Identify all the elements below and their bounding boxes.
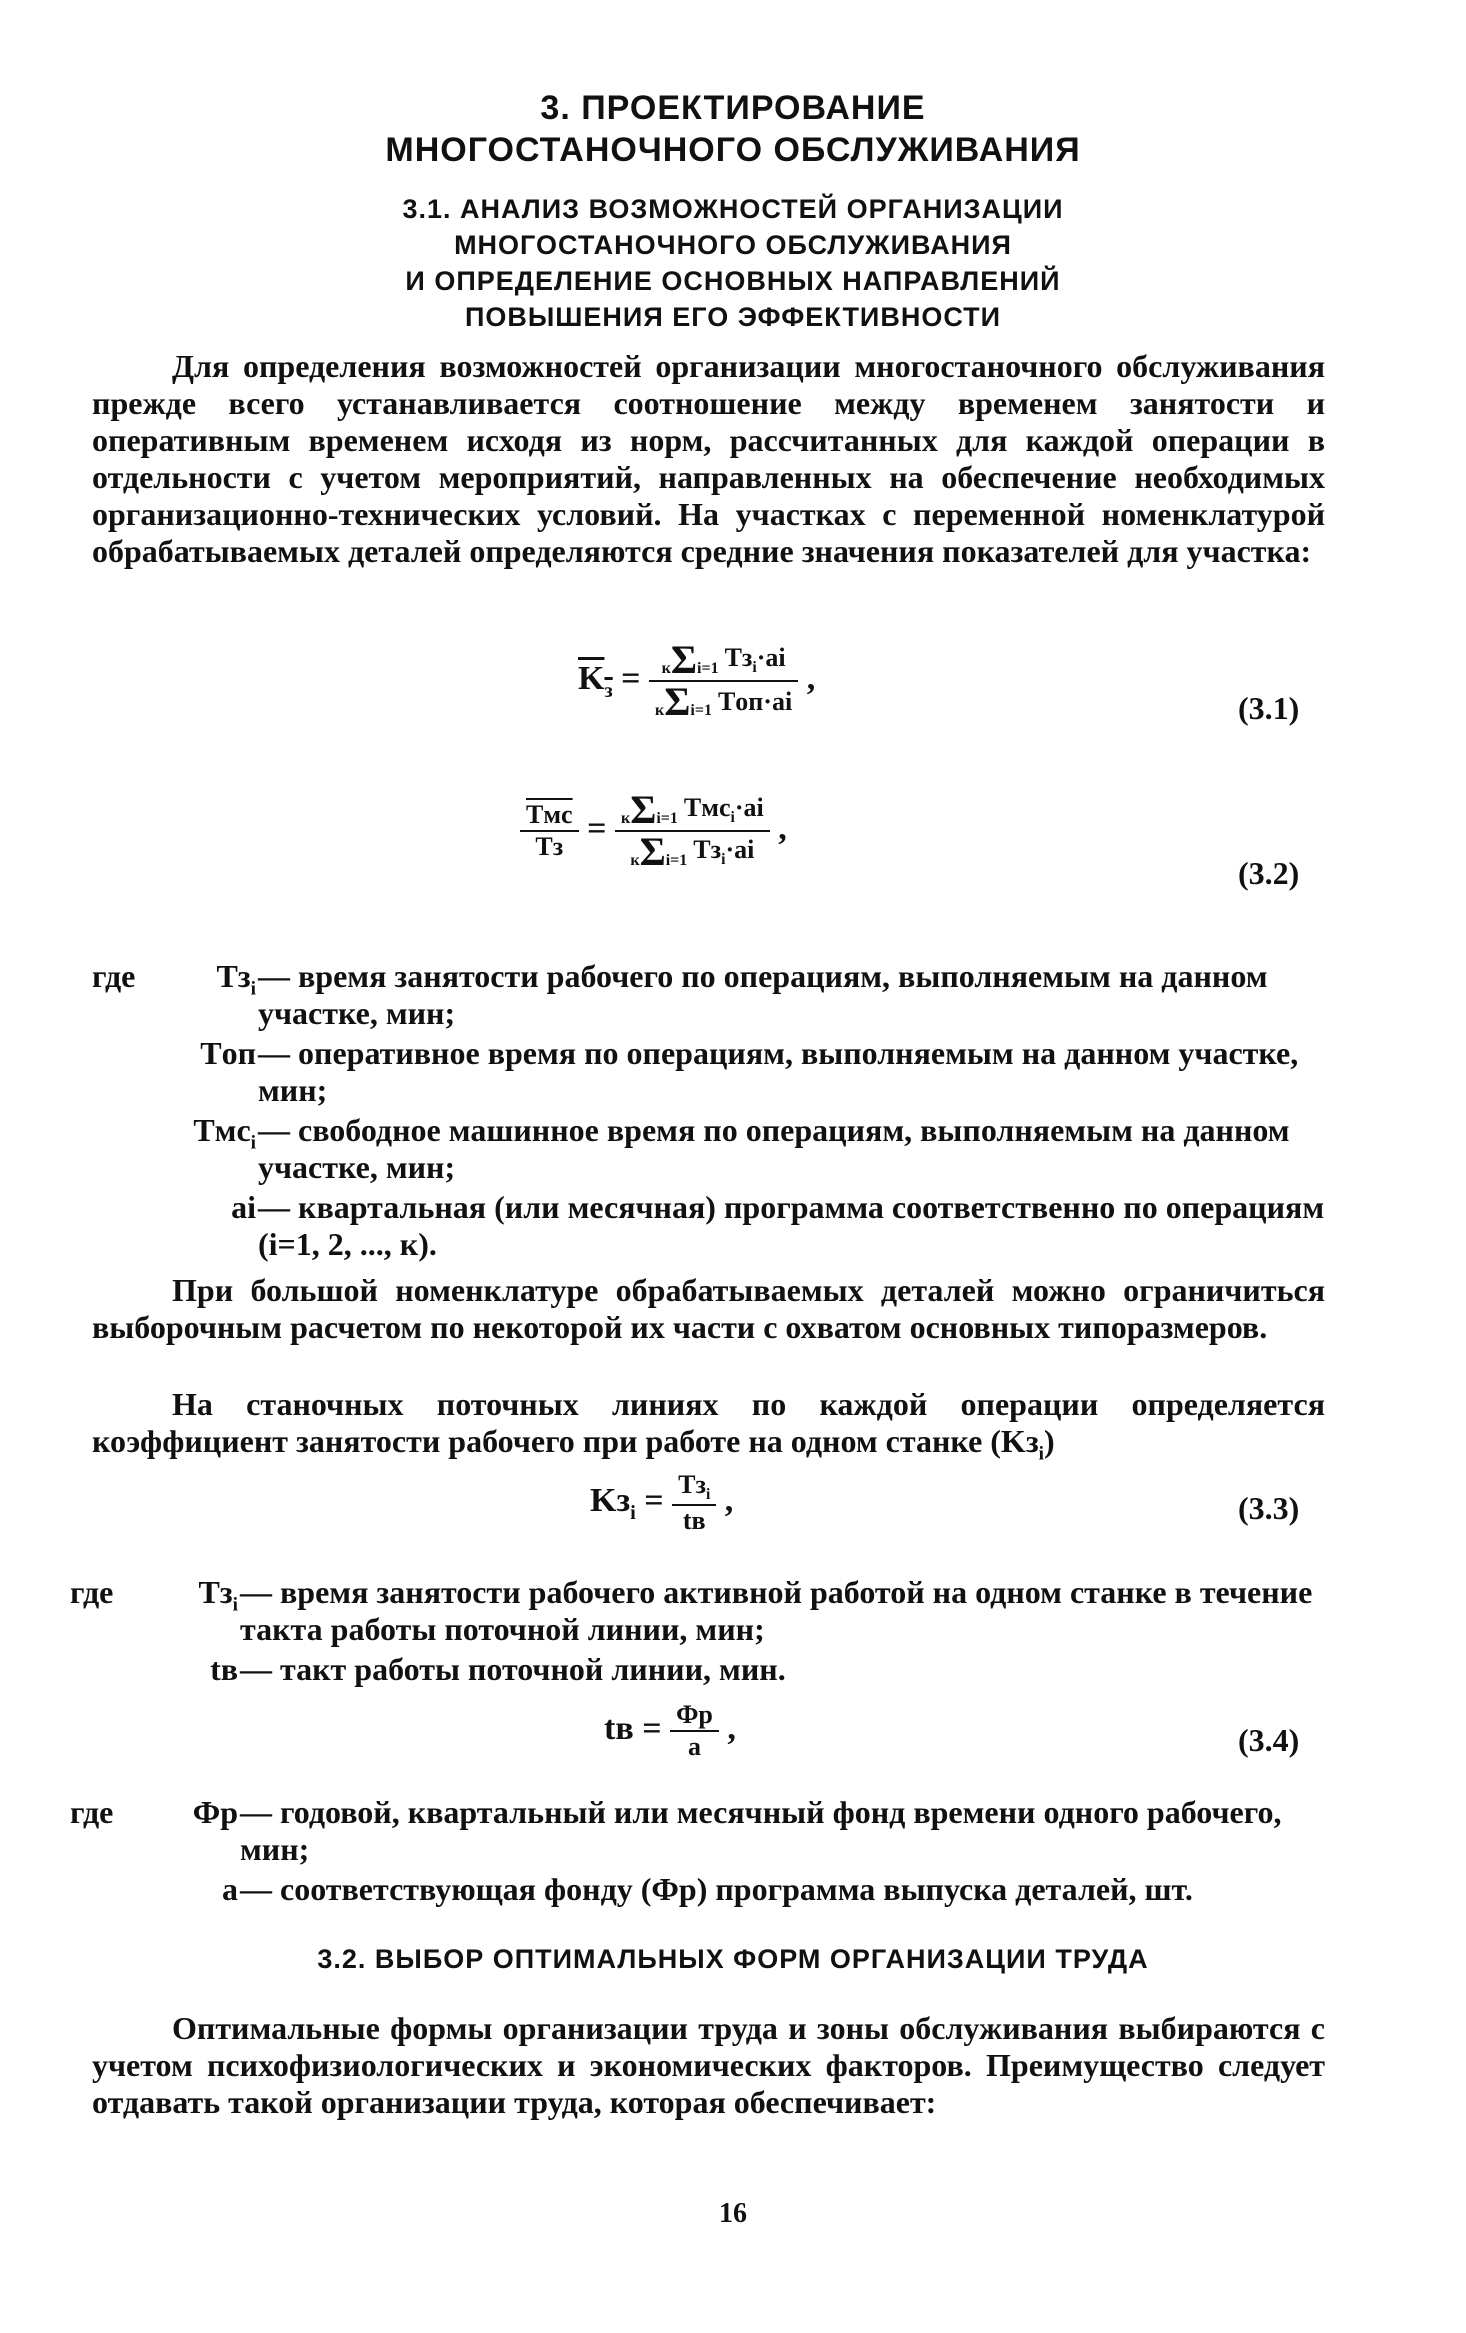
where1-item-4: ai — квартальная (или месячная) программа соответственно по операциям (i=1, 2, ..., к). [231,1189,1325,1262]
where2-item-1: $Tз_i$ — время занятости рабочего активной работой на одном станке в течение такта работы поточной линии, мин; [198,1574,1313,1647]
where2-lead: где [70,1574,114,1610]
formula-3-3-lhs: $Kз_i$ [590,1481,636,1524]
where2-item-2-term: tв [210,1651,238,1687]
page-number: 16 [719,2198,747,2229]
formula-3-2: $\frac{\text{Tмс}}{Tз}$ = кΣi=1 Tмс$_i$·ai кΣi=1 $Tз_i\cdot ai$ , [520,790,787,872]
formula-3-4-lhs: tв [604,1709,634,1747]
section1-title-line3: И ОПРЕДЕЛЕНИЕ ОСНОВНЫХ НАПРАВЛЕНИЙ [405,266,1061,296]
section1-title-line2: МНОГОСТАНОЧНОГО ОБСЛУЖИВАНИЯ [454,230,1012,260]
where1-lead: где [92,958,136,994]
chapter-title-line2: МНОГОСТАНОЧНОГО ОБСЛУЖИВАНИЯ [385,131,1081,169]
where3-item-1: Фр — годовой, квартальный или месячный фонд времени одного рабочего, мин; [192,1794,1282,1867]
formula-3-2-fraction: кΣi=1 Tмс$_i$·ai кΣi=1 $Tз_i\cdot ai$ [615,790,770,872]
formula-3-3: $Kз_i$ = $\frac{Tз_i}{tв}$ , [590,1470,734,1536]
formula-3-4: tв = $\frac{Фр}{a}$ , [604,1700,736,1761]
where3-item-1-term: Фр [192,1794,238,1830]
formula-3-3-fraction: $\frac{Tз_i}{tв}$ [672,1470,716,1536]
flow-lines-paragraph: На станочных поточных линиях по каждой операции определяется коэффициент занятости рабочего при работе на одном станке $(Kз_i)$ [92,1386,1325,1465]
where1-item-3: Tмс$_i$ — свободное машинное время по операциям, выполняемым на данном участке, мин; [193,1112,1290,1185]
formula-3-1: $K_з$ = кΣi=1 $Tз_i\cdot ai$ кΣi=1 Tоп·ai , [578,637,816,724]
formula-3-1-lhs: $K_з$ [578,659,613,702]
chapter-title-line1: 3. ПРОЕКТИРОВАНИЕ [540,89,926,127]
where1-item-2: Tоп — оперативное время по операциям, выполняемым на данном участке, мин; [200,1035,1299,1108]
section2-paragraph: Оптимальные формы организации труда и зоны обслуживания выбираются с учетом психофизиологических и экономических факторов. Преимущество следует отдавать такой организации труда, которая обеспечивает: [92,2010,1325,2120]
formula-3-1-fraction: кΣi=1 $Tз_i\cdot ai$ кΣi=1 Tоп·ai [649,640,798,722]
intro-paragraph: Для определения возможностей организации многостаночного обслуживания прежде всего устанавливается соотношение между временем занятости и оперативным временем исходя из норм, рассчитанных для каждой операции в отдельности с учетом мероприятий, направленных на обеспечение необходимых организационно-технических условий. На участках с переменной номенклатурой обрабатываемых деталей определяются средние значения показателей для участка: [92,348,1325,569]
section1-title-line1: 3.1. АНАЛИЗ ВОЗМОЖНОСТЕЙ ОРГАНИЗАЦИИ [402,194,1064,224]
where1-item-4-term: ai [231,1189,256,1225]
formula-3-1-number: (3.1) [1238,690,1300,726]
where3-item-2: a — соответствующая фонду (Фр) программа выпуска деталей, шт. [222,1871,1193,1907]
nomenclature-paragraph: При большой номенклатуре обрабатываемых деталей можно ограничиться выборочным расчетом по некоторой их части с охватом основных типоразмеров. [92,1272,1325,1345]
where3-lead: где [70,1794,114,1830]
where1-item-3-term: Tмс$_i$ [193,1112,256,1154]
section2-title: 3.2. ВЫБОР ОПТИМАЛЬНЫХ ФОРМ ОРГАНИЗАЦИИ ТРУДА [317,1944,1149,1974]
formula-3-3-number: (3.3) [1238,1490,1300,1526]
formula-3-4-number: (3.4) [1238,1722,1300,1758]
formula-3-2-number: (3.2) [1238,855,1300,891]
formula-3-4-fraction: $\frac{Фр}{a}$ [670,1700,719,1762]
where1-item-1: $Tз_i$ — время занятости рабочего по операциям, выполняемым на данном участке, мин; [216,958,1268,1031]
section1-title-line4: ПОВЫШЕНИЯ ЕГО ЭФФЕКТИВНОСТИ [464,302,1002,332]
formula-3-2-lhs: $\frac{\text{Tмс}}{Tз}$ [520,800,579,862]
where3-item-2-term: a [222,1871,238,1907]
where2-item-2: tв — такт работы поточной линии, мин. [210,1651,786,1687]
where2-item-1-term: $Tз_i$ [198,1574,238,1616]
where1-item-2-term: Tоп [200,1035,256,1071]
where1-item-1-term: $Tз_i$ [216,958,256,1000]
